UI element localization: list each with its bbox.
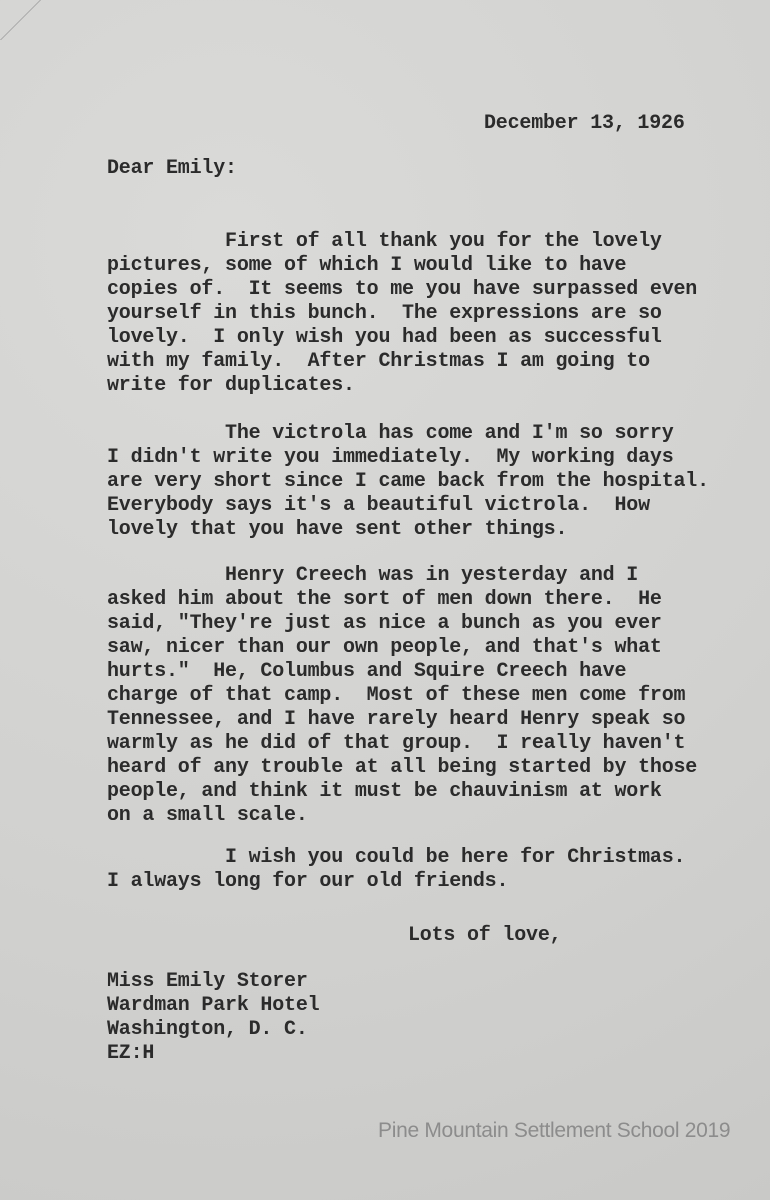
salutation: Dear Emily: — [107, 157, 237, 180]
line: Henry Creech was in yesterday and I — [107, 564, 639, 587]
paragraph-4 — [107, 846, 685, 894]
line: write for duplicates. — [107, 374, 355, 397]
line: pictures, some of which I would like to have — [107, 254, 627, 277]
address-line: Miss Emily Storer — [107, 970, 308, 993]
line: First of all thank you for the lovely — [107, 230, 662, 253]
line: hurts." He, Columbus and Squire Creech have — [107, 660, 627, 683]
line: asked him about the sort of men down there. He — [107, 588, 662, 611]
line: Tennessee, and I have rarely heard Henry speak so — [107, 708, 686, 731]
line: charge of that camp. Most of these men come from — [107, 684, 686, 707]
line: people, and think it must be chauvinism at work — [107, 780, 662, 803]
line: heard of any trouble at all being started by those — [107, 756, 698, 779]
line: I wish you could be here for Christmas. — [107, 846, 686, 869]
line: on a small scale. — [107, 804, 308, 827]
reference-initials: EZ:H — [107, 1042, 155, 1065]
line: yourself in this bunch. The expressions are so — [107, 302, 662, 325]
paragraph-1 — [107, 230, 697, 398]
line: The victrola has come and I'm so sorry — [107, 422, 674, 445]
line: copies of. It seems to me you have surpassed even — [107, 278, 698, 301]
address-line: Washington, D. C. — [107, 1018, 308, 1041]
line: with my family. After Christmas I am going to — [107, 350, 650, 373]
line: I didn't write you immediately. My working days — [107, 446, 674, 469]
closing: Lots of love, — [408, 924, 562, 947]
recipient-address — [107, 970, 319, 1066]
line: said, "They're just as nice a bunch as you ever — [107, 612, 662, 635]
paragraph-3 — [107, 564, 697, 828]
line: I always long for our old friends. — [107, 870, 509, 893]
line: lovely. I only wish you had been as successful — [107, 326, 662, 349]
line: lovely that you have sent other things. — [107, 518, 568, 541]
address-line: Wardman Park Hotel — [107, 994, 320, 1017]
line: are very short since I came back from the hospital. — [107, 470, 709, 493]
paragraph-2 — [107, 422, 709, 542]
folded-corner — [0, 0, 41, 40]
line: saw, nicer than our own people, and that's what — [107, 636, 662, 659]
line: warmly as he did of that group. I really haven't — [107, 732, 686, 755]
watermark: Pine Mountain Settlement School 2019 — [378, 1119, 731, 1142]
letter-date: December 13, 1926 — [484, 112, 685, 135]
line: Everybody says it's a beautiful victrola. How — [107, 494, 650, 517]
